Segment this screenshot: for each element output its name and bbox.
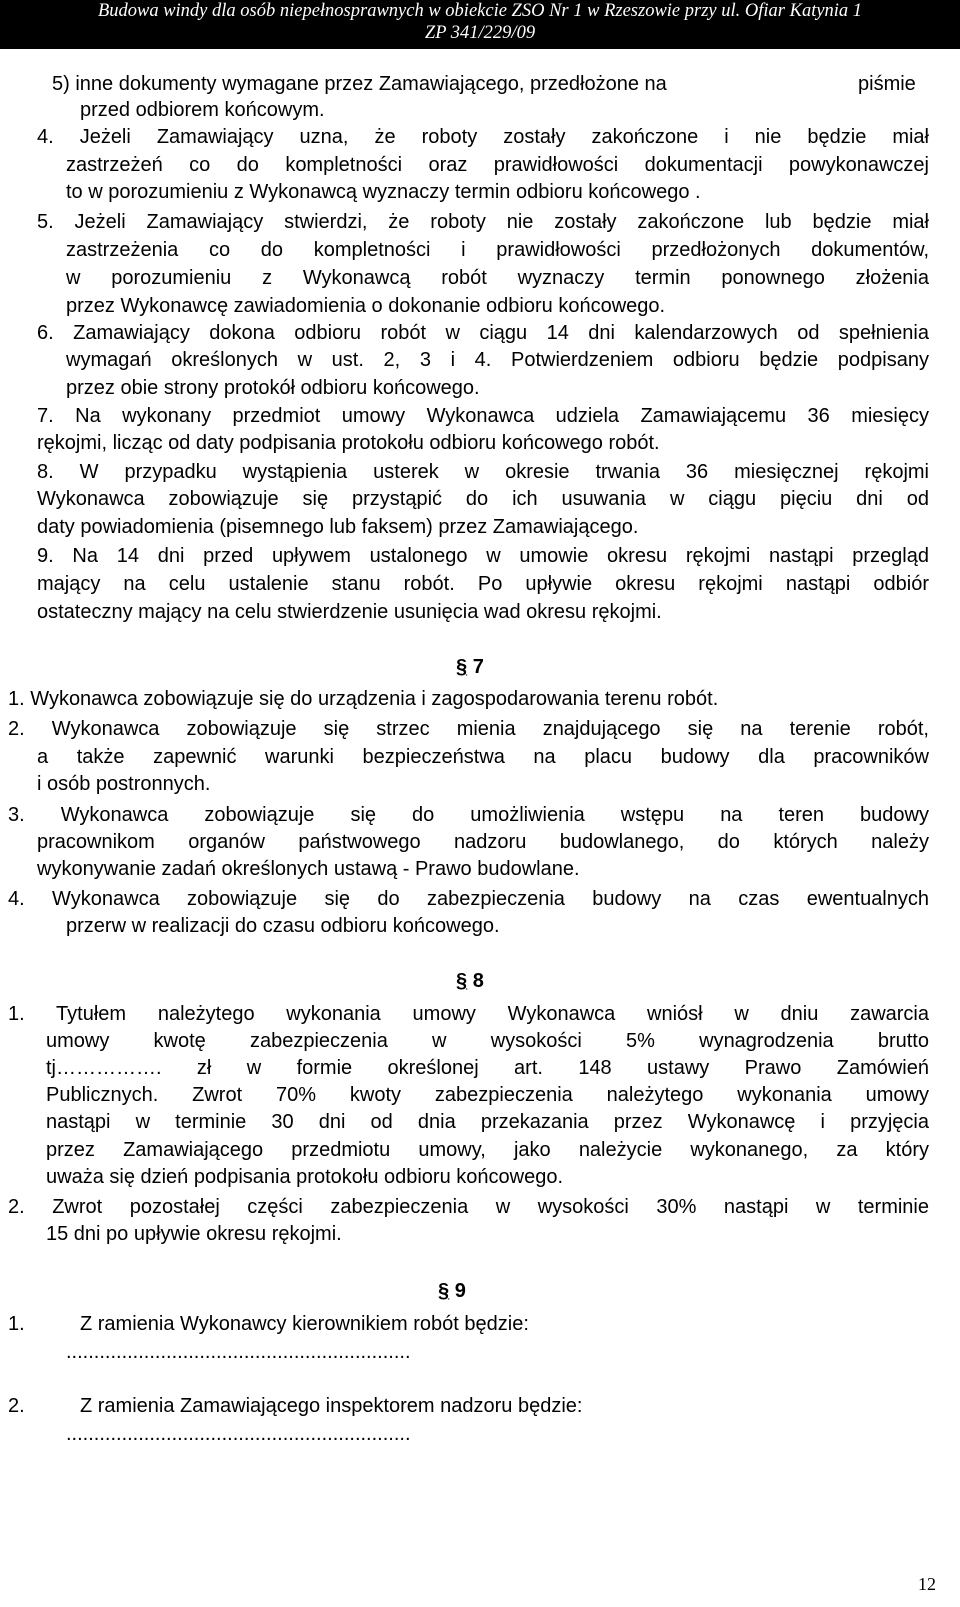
text-line: 2. Wykonawca zobowiązuje się strzec mienia znajdującego się na terenie robót, bbox=[8, 718, 929, 740]
text-line: a także zapewnić warunki bezpieczeństwa na placu budowy dla pracowników bbox=[37, 746, 929, 768]
text-line: w porozumieniu z Wykonawcą robót wyznaczy termin ponownego złożenia bbox=[66, 267, 929, 289]
text-line: nastąpi w terminie 30 dni od dnia przekazania przez Wykonawcę i przyjęcia bbox=[46, 1111, 929, 1133]
section-heading bbox=[456, 656, 484, 679]
text-line: przerw w realizacji do czasu odbioru końcowego. bbox=[66, 915, 500, 937]
section-symbol: § bbox=[438, 1280, 450, 1302]
text-line: daty powiadomienia (pisemnego lub faksem) przez Zamawiającego. bbox=[37, 516, 639, 538]
page-header bbox=[0, 0, 960, 49]
header-title: Budowa windy dla osób niepełnosprawnych w obiekcie ZSO Nr 1 w Rzeszowie przy ul. Ofiar Katynia 1 bbox=[97, 1, 863, 21]
text-line: rękojmi, licząc od daty podpisania protokołu odbioru końcowego robót. bbox=[37, 432, 660, 454]
text-line: 2. Zwrot pozostałej części zabezpieczenia w wysokości 30% nastąpi w terminie bbox=[8, 1196, 929, 1218]
text-line: ostateczny mający na celu stwierdzenie usunięcia wad okresu rękojmi. bbox=[37, 601, 662, 623]
text-line: 1. Wykonawca zobowiązuje się do urządzenia i zagospodarowania terenu robót. bbox=[8, 688, 719, 710]
text-line: 4. Jeżeli Zamawiający uzna, że roboty zostały zakończone i nie będzie miał bbox=[37, 126, 929, 148]
text-line: 5. Jeżeli Zamawiający stwierdzi, że roboty nie zostały zakończone lub będzie miał bbox=[37, 211, 929, 233]
text-line: 6. Zamawiający dokona odbioru robót w ciągu 14 dni kalendarzowych od spełnienia bbox=[37, 322, 929, 344]
section-symbol: § bbox=[456, 970, 468, 992]
text-line: wykonywanie zadań określonych ustawą - Prawo budowlane. bbox=[37, 858, 580, 880]
text-line: 9. Na 14 dni przed upływem ustalonego w umowie okresu rękojmi nastąpi przegląd bbox=[37, 545, 929, 567]
text-line: 15 dni po upływie okresu rękojmi. bbox=[46, 1223, 342, 1245]
text-line: to w porozumieniu z Wykonawcą wyznaczy termin odbioru końcowego . bbox=[66, 181, 701, 203]
text-line: uważa się dzień podpisania protokołu odbioru końcowego. bbox=[46, 1166, 564, 1188]
contractor-site-manager-blank: .............................................................. bbox=[66, 1341, 411, 1363]
text-line: Z ramienia Wykonawcy kierownikiem robót będzie: bbox=[80, 1313, 529, 1335]
text-line: 7. Na wykonany przedmiot umowy Wykonawca udziela Zamawiającemu 36 miesięcy bbox=[37, 405, 929, 427]
text-line: 5) inne dokumenty wymagane przez Zamawiającego, przedłożone na bbox=[52, 73, 667, 95]
text-line: przez Zamawiającego przedmiotu umowy, jako należycie wykonanego, za który bbox=[46, 1139, 929, 1161]
text-line: Z ramienia Zamawiającego inspektorem nadzoru będzie: bbox=[80, 1395, 583, 1417]
text-line: 8. W przypadku wystąpienia usterek w okresie trwania 36 miesięcznej rękojmi bbox=[37, 461, 929, 483]
text-line: Publicznych. Zwrot 70% kwoty zabezpieczenia należytego wykonania umowy bbox=[46, 1084, 929, 1106]
text-line: umowy kwotę zabezpieczenia w wysokości 5% wynagrodzenia brutto bbox=[46, 1030, 929, 1052]
text-line: tj……………. zł w formie określonej art. 148 ustawy Prawo Zamówień bbox=[46, 1057, 929, 1079]
text-line: i osób postronnych. bbox=[37, 773, 211, 795]
text-line: 4. Wykonawca zobowiązuje się do zabezpieczenia budowy na czas ewentualnych bbox=[8, 888, 929, 910]
section-heading bbox=[456, 970, 484, 993]
section-heading bbox=[438, 1280, 466, 1303]
text-line: przez obie strony protokół odbioru końcowego. bbox=[66, 377, 480, 399]
text-line: zastrzeżenia co do kompletności i prawidłowości przedłożonych dokumentów, bbox=[66, 239, 929, 261]
section-number: 7 bbox=[472, 656, 484, 678]
section-number: 8 bbox=[472, 970, 484, 992]
text-line: zastrzeżeń co do kompletności oraz prawidłowości dokumentacji powykonawczej bbox=[66, 154, 929, 176]
text-line: piśmie bbox=[858, 73, 916, 95]
text-line: 1. Tytułem należytego wykonania umowy Wykonawca wniósł w dniu zawarcia bbox=[8, 1003, 929, 1025]
text-line: pracownikom organów państwowego nadzoru budowlanego, do których należy bbox=[37, 831, 929, 853]
list-number: 2. bbox=[8, 1395, 25, 1417]
header-reference: ZP 341/229/09 bbox=[424, 23, 536, 43]
text-line: mający na celu ustalenie stanu robót. Po upływie okresu rękojmi nastąpi odbiór bbox=[37, 573, 929, 595]
section-symbol: § bbox=[456, 656, 468, 678]
text-line: 3. Wykonawca zobowiązuje się do umożliwienia wstępu na teren budowy bbox=[8, 804, 929, 826]
text-line: Wykonawca zobowiązuje się przystąpić do ich usuwania w ciągu pięciu dni od bbox=[37, 488, 929, 510]
text-line: przez Wykonawcę zawiadomienia o dokonanie odbioru końcowego. bbox=[66, 295, 666, 317]
text-line: wymagań określonych w ust. 2, 3 i 4. Potwierdzeniem odbioru będzie podpisany bbox=[66, 349, 929, 371]
list-number: 1. bbox=[8, 1313, 25, 1335]
investor-inspector-blank: .............................................................. bbox=[66, 1423, 411, 1445]
text-line: przed odbiorem końcowym. bbox=[80, 99, 325, 121]
section-number: 9 bbox=[454, 1280, 466, 1302]
page-number: 12 bbox=[918, 1574, 936, 1594]
